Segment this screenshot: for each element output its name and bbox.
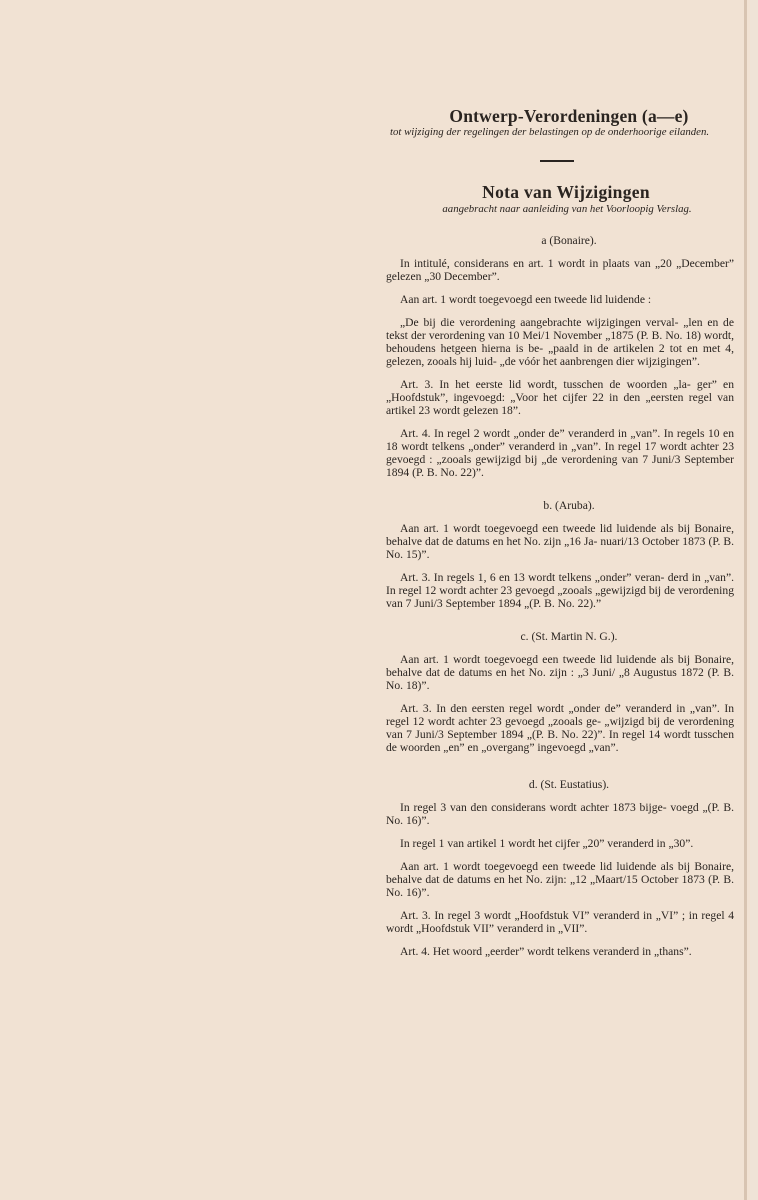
section-heading-c: c. (St. Martin N. G.). — [520, 630, 618, 643]
paragraph: In regel 1 van artikel 1 wordt het cijfer „20” veranderd in „30”. — [400, 837, 694, 850]
paragraph: In regel 3 van den considerans wordt achter 1873 bijge- voegd „(P. B. No. 16)”. — [386, 801, 734, 827]
section-heading-d: d. (St. Eustatius). — [528, 778, 610, 791]
page-fold-line — [744, 0, 747, 1200]
document-title: Ontwerp-Verordeningen (a—e) — [449, 106, 689, 126]
paragraph: Art. 3. In het eerste lid wordt, tusschen de woorden „la- ger” en „Hoofdstuk”, ingevoegd: „Voor het cijfer 22 in den „eersten regel van artikel 23 wordt gelezen 18”. — [386, 378, 734, 417]
paragraph: Aan art. 1 wordt toegevoegd een tweede lid luidende : — [400, 293, 652, 306]
paragraph: Aan art. 1 wordt toegevoegd een tweede lid luidende als bij Bonaire, behalve dat de datums en het No. zijn : „3 Juni/ „8 Augustus 1872 (P. B. No. 18)”. — [386, 653, 734, 692]
paragraph: Art. 4. In regel 2 wordt „onder de” veranderd in „van”. In regels 10 en 18 wordt telkens „onder” veranderd in „van”. In regel 17 wordt achter 23 gevoegd : „zooals gewijzigd bij „de verordening van 7 Juni/3 September 1894 (P. B. No. 22)”. — [386, 427, 734, 479]
nota-title: Nota van Wijzigingen — [482, 182, 650, 202]
paragraph: Aan art. 1 wordt toegevoegd een tweede lid luidende als bij Bonaire, behalve dat de datums en het No. zijn: „12 „Maart/15 October 1873 (P. B. No. 16)”. — [386, 860, 734, 899]
text-column — [386, 106, 734, 968]
section-heading-b: b. (Aruba). — [543, 499, 595, 512]
paragraph: Art. 3. In den eersten regel wordt „onder de” veranderd in „van”. In regel 12 wordt achter 23 gevoegd „zooals ge- „wijzigd bij de verordening van 7 Juni/3 September 1894 „(P. B. No. 22)”. In regel 14 wordt tusschen de woorden „en” en „overgang” ingevoegd „van”. — [386, 702, 734, 754]
title-divider — [540, 160, 574, 162]
page-edge — [750, 0, 758, 1200]
paragraph: Art. 3. In regel 3 wordt „Hoofdstuk VI” veranderd in „VI” ; in regel 4 wordt „Hoofdstuk VII” veranderd in „VII”. — [386, 909, 734, 935]
section-heading-a: a (Bonaire). — [541, 234, 597, 247]
paragraph: „De bij die verordening aangebrachte wijzigingen verval- „len en de tekst der verordening van 10 Mei/1 November „1875 (P. B. No. 18) wordt, behoudens hetgeen hierna is be- „paald in de artikelen 2 tot en met 4, gelezen, zooals hij luid- „de vóór het aanbrengen dier wijzigingen”. — [386, 316, 734, 368]
document-subtitle: tot wijziging der regelingen der belastingen op de onderhoorige eilanden. — [390, 126, 710, 138]
nota-subtitle: aangebracht naar aanleiding van het Voorloopig Verslag. — [442, 203, 692, 215]
paragraph: In intitulé, considerans en art. 1 wordt in plaats van „20 „December” gelezen „30 December”. — [386, 257, 734, 283]
paragraph: Art. 4. Het woord „eerder” wordt telkens veranderd in „thans”. — [400, 945, 692, 958]
paragraph: Art. 3. In regels 1, 6 en 13 wordt telkens „onder” veran- derd in „van”. In regel 12 wordt achter 23 gevoegd „zooals „gewijzigd bij de verordening van 7 Juni/3 September 1894 „(P. B. No. 22).” — [386, 571, 734, 610]
paragraph: Aan art. 1 wordt toegevoegd een tweede lid luidende als bij Bonaire, behalve dat de datums en het No. zijn „16 Ja- nuari/13 October 1873 (P. B. No. 15)”. — [386, 522, 734, 561]
